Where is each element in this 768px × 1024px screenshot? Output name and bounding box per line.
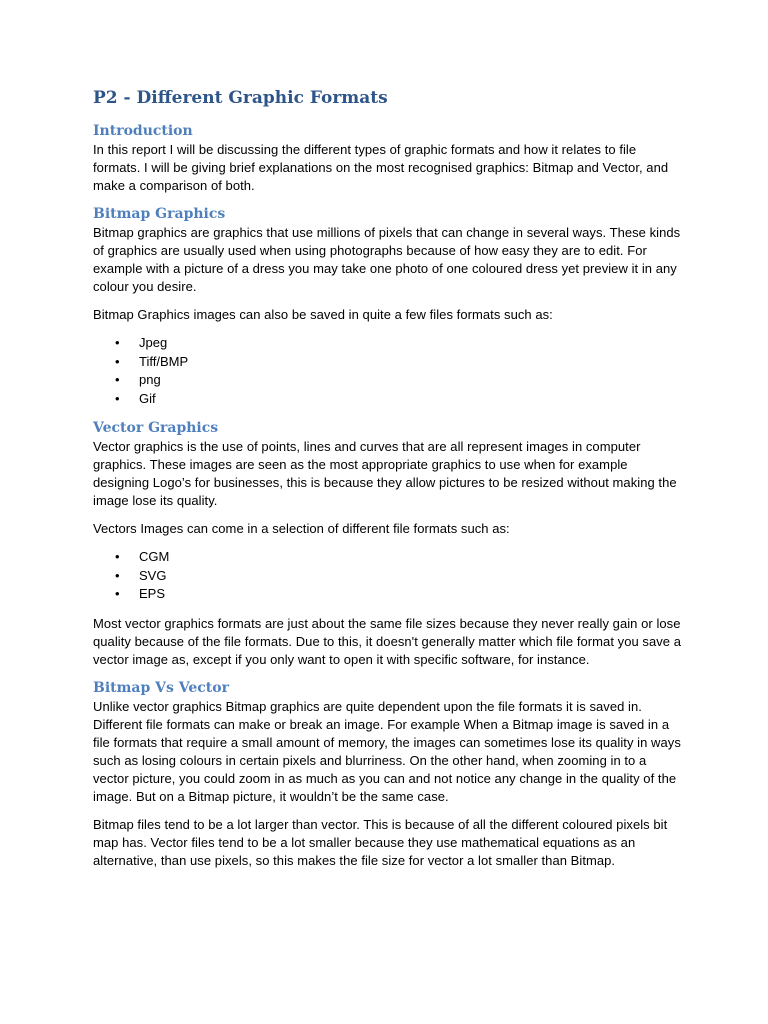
list-item-text: Jpeg xyxy=(139,335,168,350)
paragraph: In this report I will be discussing the different types of graphic formats and how it relates to file formats. I will be giving brief explanations on the most recognised graphics: Bitmap and Vector, and make a comparison of both. xyxy=(93,142,669,193)
paragraph: Vector graphics is the use of points, lines and curves that are all represent images in computer graphics. These images are seen as the most appropriate graphics to use when for example designing Logo’s for businesses, this is because they allow pictures to be resized without making the image lose its quality. xyxy=(93,439,677,508)
section-vector-graphics xyxy=(93,419,683,669)
list-item-text: EPS xyxy=(139,586,166,601)
vector-format-list xyxy=(93,548,683,604)
section-heading: Vector Graphics xyxy=(93,420,219,436)
list-item xyxy=(93,353,683,372)
bullet-icon: • xyxy=(115,335,120,350)
paragraph: Bitmap graphics are graphics that use millions of pixels that can change in several ways. These kinds of graphics are usually used when using photographs because of how easy they are to edit. For example with a picture of a dress you may take one photo of one coloured dress yet preview it in any colour you desire. xyxy=(93,225,681,294)
list-item-text: SVG xyxy=(139,567,167,583)
document-title: P2 - Different Graphic Formats xyxy=(93,88,388,108)
section-bitmap-graphics xyxy=(93,205,683,408)
bullet-icon: • xyxy=(115,567,120,583)
section-introduction xyxy=(93,122,683,195)
list-item xyxy=(93,371,683,390)
list-item-text: CGM xyxy=(139,549,170,564)
paragraph: Most vector graphics formats are just about the same file sizes because they never really gain or lose quality because of the file formats. Due to this, it doesn't generally matter which file format you save a vector image as, except if you only want to open it with specific software, for instance. xyxy=(93,615,682,667)
list-item-text: Tiff/BMP xyxy=(139,353,189,369)
list-item xyxy=(93,334,683,353)
section-heading: Introduction xyxy=(93,123,193,139)
list-item xyxy=(93,585,683,604)
paragraph: Unlike vector graphics Bitmap graphics are quite dependent upon the file formats it is saved in. Different file formats can make or break an image. For example When a Bitmap image is saved in a file formats that require a small amount of memory, the images can sometimes lose its quality in ways such as losing colours in certain pixels and blurriness. On the other hand, when zooming in to a vector picture, you could zoom in as much as you can and not notice any change in the quality of the image. But on a Bitmap picture, it wouldn’t be the same case. xyxy=(93,698,681,804)
bullet-icon: • xyxy=(115,390,120,406)
list-item xyxy=(93,567,683,586)
list-item xyxy=(93,548,683,567)
document-body xyxy=(93,86,683,880)
paragraph: Vectors Images can come in a selection of different file formats such as: xyxy=(93,521,510,536)
section-heading: Bitmap Vs Vector xyxy=(93,679,229,696)
list-item xyxy=(93,390,683,409)
paragraph: Bitmap Graphics images can also be saved in quite a few files formats such as: xyxy=(93,307,553,322)
list-item-text: Gif xyxy=(139,390,156,406)
bullet-icon: • xyxy=(115,372,120,387)
bullet-icon: • xyxy=(115,353,120,369)
bitmap-format-list xyxy=(93,334,683,408)
list-item-text: png xyxy=(139,372,161,387)
section-heading: Bitmap Graphics xyxy=(93,206,226,222)
paragraph: Bitmap files tend to be a lot larger than vector. This is because of all the different coloured pixels bit map has. Vector files tend to be a lot smaller because they use mathematical equations as an alternative, than use pixels, so this makes the file size for vector a lot smaller than Bitmap. xyxy=(93,816,668,868)
bullet-icon: • xyxy=(115,586,120,601)
bullet-icon: • xyxy=(115,549,120,564)
section-bitmap-vs-vector xyxy=(93,679,683,870)
